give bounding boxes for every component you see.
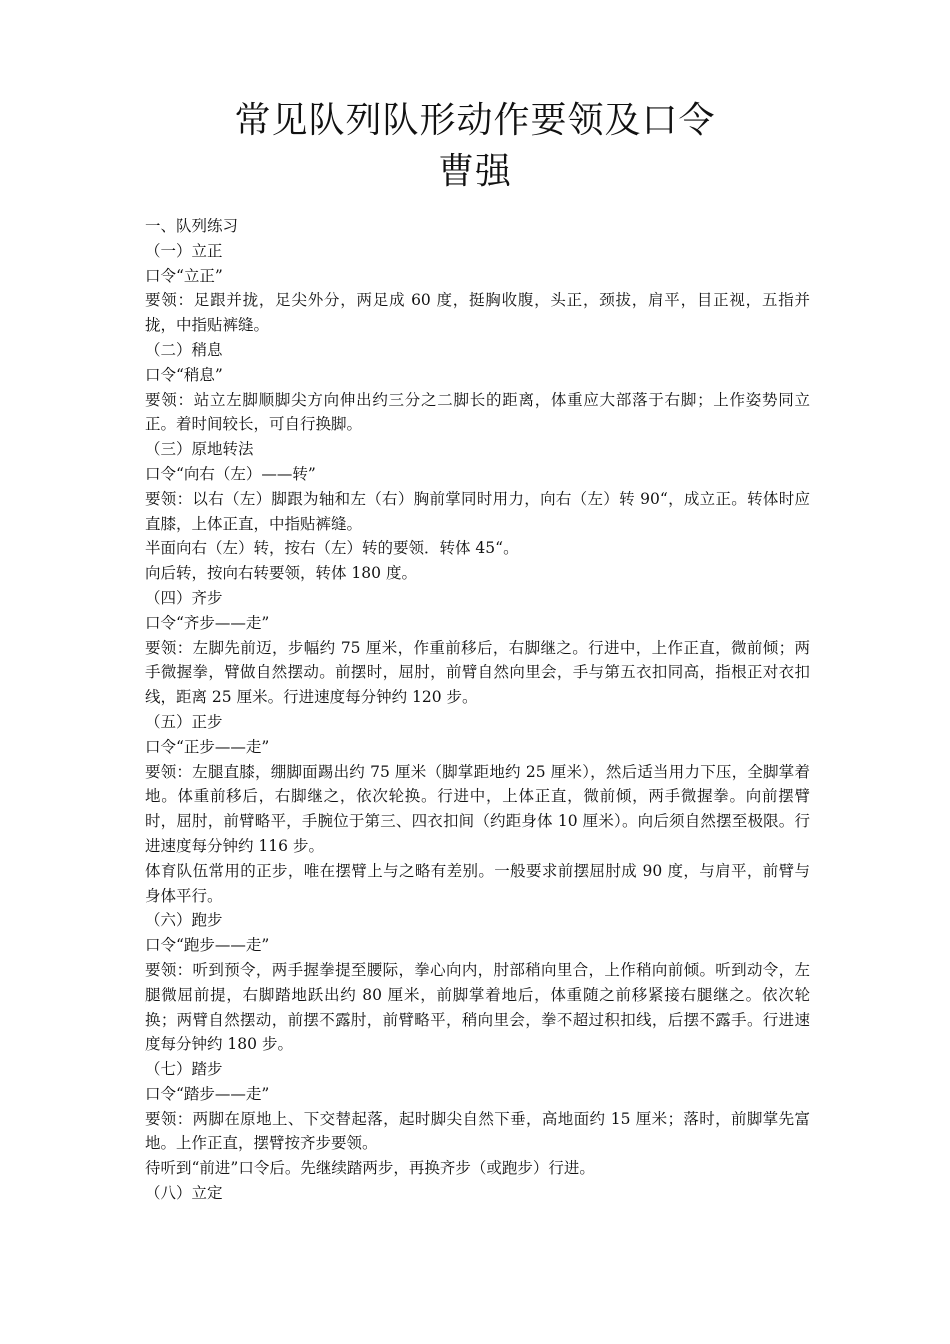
document-body (145, 214, 810, 1206)
instruction-paragraph: 要领：听到预令，两手握拳提至腰际，拳心向内，肘部稍向里合，上作稍向前倾。听到动令，左腿微屈前提，右脚踏地跃出约 80 厘米，前脚掌着地后，体重随之前移紧接右腿继之。依次轮换；两臂自然摆动，前摆不露肘，前臂略平，稍向里会，拳不超过积扣线，后摆不露手。行进速度每分钟约 180 步。 (145, 960, 810, 1054)
command-line: 口令“正步——走” (145, 737, 270, 756)
command-line: 口令“齐步——走” (145, 613, 270, 632)
instruction-paragraph: 体育队伍常用的正步，唯在摆臂上与之略有差别。一般要求前摆屈肘成 90 度，与肩平，前臂与身体平行。 (145, 861, 810, 905)
instruction-paragraph: 向后转，按向右转要领，转体 180 度。 (145, 564, 417, 583)
command-line: 口令“稍息” (145, 365, 223, 384)
command-line: 口令“向右（左）——转” (145, 464, 316, 483)
subsection-heading: （四）齐步 (145, 588, 223, 607)
subsection-heading: （二）稍息 (145, 340, 223, 359)
section-heading: 一、队列练习 (145, 217, 239, 235)
instruction-paragraph: 要领：站立左脚顺脚尖方向伸出约三分之二脚长的距离，体重应大部落于右脚；上作姿势同立正。着时间较长，可自行换脚。 (145, 390, 810, 434)
instruction-paragraph: 待听到“前进”口令后。先继续踏两步，再换齐步（或跑步）行进。 (145, 1159, 595, 1178)
document-author: 曹强 (437, 151, 512, 192)
subsection-heading: （五）正步 (145, 712, 223, 731)
command-line: 口令“跑步——走” (145, 936, 270, 955)
subsection-heading: （一）立正 (145, 241, 223, 260)
instruction-paragraph: 要领：两脚在原地上、下交替起落，起时脚尖自然下垂，高地面约 15 厘米；落时，前脚掌先富地。上作正直，摆臂按齐步要领。 (145, 1109, 810, 1153)
instruction-paragraph: 要领：左腿直膝，绷脚面踢出约 75 厘米（脚掌距地约 25 厘米），然后适当用力下压，全脚掌着地。体重前移后，右脚继之，依次轮换。行进中，上体正直，微前倾，两手微握拳。向前摆臂时，屈肘，前臂略平，手腕位于第三、四衣扣间（约距身体 10 厘米）。向后须自然摆至极限。行进速度每分钟约 116 步。 (145, 762, 810, 855)
instruction-paragraph: 半面向右（左）转，按右（左）转的要领．转体 45“。 (145, 539, 519, 558)
subsection-heading: （三）原地转法 (145, 440, 254, 459)
subsection-heading: （八）立定 (145, 1184, 223, 1203)
instruction-paragraph: 要领：足跟并拢，足尖外分，两足成 60 度，挺胸收腹，头正，颈拔，肩平，目正视，五指并拢，中指贴裤缝。 (145, 291, 810, 335)
command-line: 口令“立正” (145, 266, 223, 285)
instruction-paragraph: 要领：以右（左）脚跟为轴和左（右）胸前掌同时用力，向右（左）转 90“，成立正。转体时应直膝，上体正直，中指贴裤缝。 (145, 489, 810, 533)
subsection-heading: （六）跑步 (145, 911, 223, 930)
command-line: 口令“踏步——走” (145, 1084, 270, 1103)
instruction-paragraph: 要领：左脚先前迈，步幅约 75 厘米，作重前移后，右脚继之。行进中，上作正直，微前倾；两手微握拳，臂做自然摆动。前摆时，屈肘，前臂自然向里会，手与第五衣扣同高，指根正对衣扣线，距离 25 厘米。行进速度每分钟约 120 步。 (145, 638, 810, 707)
subsection-heading: （七）踏步 (145, 1060, 223, 1079)
document-title: 常见队列队形动作要领及口令 (234, 100, 716, 141)
